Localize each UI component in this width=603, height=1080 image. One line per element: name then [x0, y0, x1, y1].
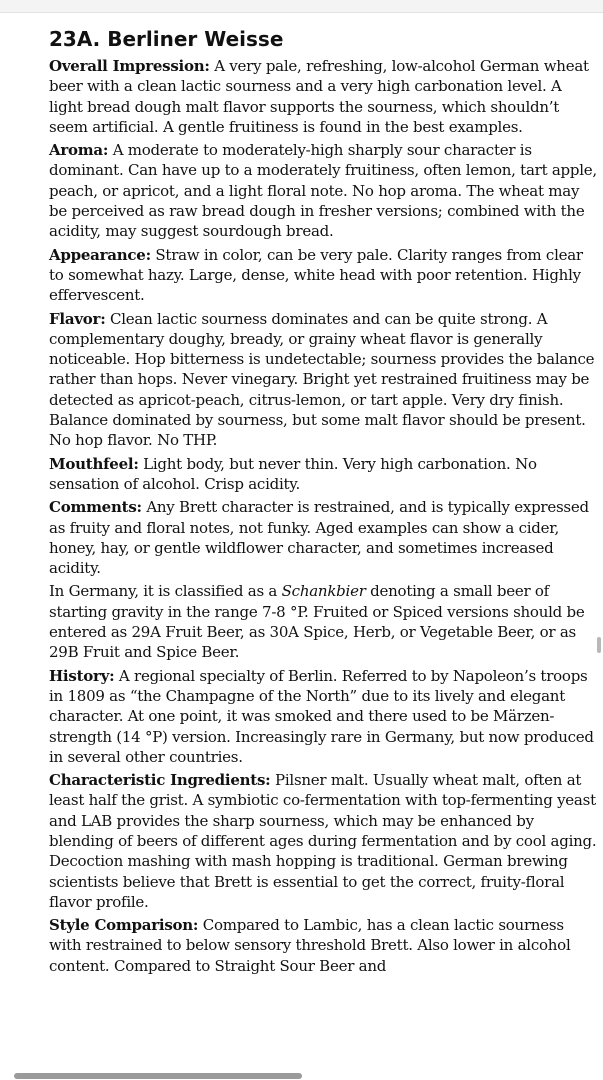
section-comments	[49, 497, 599, 578]
section-text: A regional specialty of Berlin. Referred to by Napoleon’s troops in 1809 as “the Champagne of the North” due to its lively and elegant character. At one point, it was smoked and there used to be Märzen-strength (14 °P) version. Increasingly rare in Germany, but now produced in several other countries.	[49, 666, 594, 766]
paragraph-text: In Germany, it is classified as a	[49, 582, 282, 601]
section-label: Flavor:	[49, 309, 106, 328]
page-title: 23A. Berliner Weisse	[49, 27, 284, 51]
document-page	[49, 24, 599, 979]
section-history	[49, 666, 599, 767]
section-text: A very pale, refreshing, low-alcohol German wheat beer with a clean lactic sourness and a very high carbonation level. A light bread dough malt flavor supports the sourness, which shouldn’t seem artificial. A gentle fruitiness is found in the best examples.	[49, 57, 589, 136]
section-flavor	[49, 309, 599, 451]
section-label: History:	[49, 666, 115, 685]
section-text: Straw in color, can be very pale. Clarity ranges from clear to somewhat hazy. Large, dense, white head with poor retention. Highly effervescent.	[49, 245, 583, 305]
section-label: Appearance:	[49, 245, 151, 264]
section-text: Clean lactic sourness dominates and can be quite strong. A complementary doughy, bready, or grainy wheat flavor is generally noticeable. Hop bitterness is undetectable; sourness provides the balance rather than hops. Never vinegary. Bright yet restrained fruitiness may be detected as apricot-peach, citrus-lemon, or tart apple. Very dry finish. Balance dominated by sourness, but some malt flavor should be present. No hop flavor. No THP.	[49, 309, 595, 450]
section-mouthfeel	[49, 454, 599, 495]
bottom-bar	[0, 1072, 603, 1080]
horizontal-scroll-progress[interactable]	[14, 1073, 302, 1079]
paragraph-text: denoting a small beer of starting gravity in the range 7-8 °P. Fruited or Spiced versions should be entered as 29A Fruit Beer, as 30A Spice, Herb, or Vegetable Beer, or as 29B Fruit and Spice Beer.	[49, 582, 585, 662]
section-label: Characteristic Ingredients:	[49, 771, 271, 790]
section-style-comparison	[49, 915, 599, 976]
section-text: Light body, but never thin. Very high carbonation. No sensation of alcohol. Crisp acidity.	[49, 454, 537, 493]
section-label: Comments:	[49, 498, 142, 517]
top-toolbar	[0, 0, 603, 13]
section-label: Overall Impression:	[49, 57, 210, 75]
section-label: Aroma:	[49, 141, 109, 160]
section-characteristic-ingredients	[49, 770, 599, 912]
section-label: Style Comparison:	[49, 916, 199, 935]
emphasized-term: Schankbier	[281, 582, 366, 601]
vertical-scrollbar-thumb[interactable]	[597, 637, 601, 653]
section-overall-impression	[49, 56, 599, 137]
section-text: A moderate to moderately-high sharply sour character is dominant. Can have up to a moderately fruitiness, often lemon, tart apple, peach, or apricot, and a light floral note. No hop aroma. The wheat may be perceived as raw bread dough in fresher versions; combined with the acidity, may suggest sourdough bread.	[49, 141, 597, 241]
section-aroma	[49, 140, 599, 241]
section-label: Mouthfeel:	[49, 454, 139, 473]
section-text: Compared to Lambic, has a clean lactic sourness with restrained to below sensory threshold Brett. Also lower in alcohol content. Compared to Straight Sour Beer and	[49, 916, 571, 975]
section-appearance	[49, 245, 599, 306]
section-text: Any Brett character is restrained, and is typically expressed as fruity and floral notes, not funky. Aged examples can show a cider, honey, hay, or gentle wildflower character, and sometimes increased acidity.	[49, 498, 589, 578]
section-text: Pilsner malt. Usually wheat malt, often at least half the grist. A symbiotic co-fermentation with top-fermenting yeast and LAB provides the sharp sourness, which may be enhanced by blending of beers of different ages during fermentation and by cool aging. Decoction mashing with mash hopping is traditional. German brewing scientists believe that Brett is essential to get the correct, fruity-floral flavor profile.	[49, 771, 597, 911]
germany-classification-paragraph	[49, 581, 599, 662]
